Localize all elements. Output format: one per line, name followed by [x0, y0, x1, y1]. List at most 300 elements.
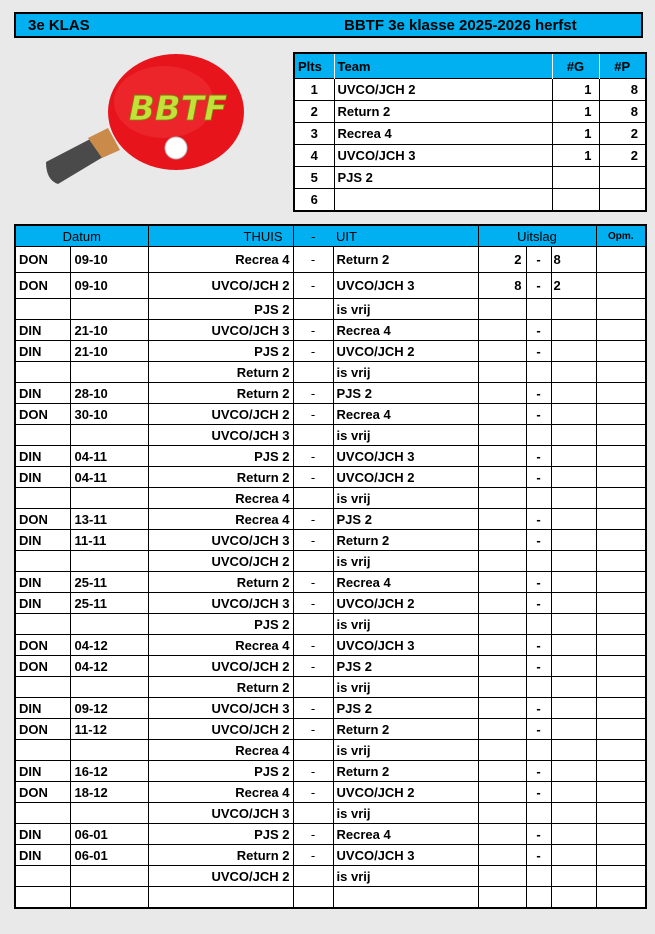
- separator-cell: [293, 488, 333, 509]
- score-dash-cell: [526, 866, 551, 887]
- away-team-cell: PJS 2: [333, 509, 478, 530]
- date-cell: [70, 887, 148, 909]
- remarks-cell: [596, 530, 646, 551]
- points-cell: 8: [599, 79, 646, 101]
- score-away-cell: [551, 656, 596, 677]
- score-home-cell: [478, 320, 526, 341]
- score-away-cell: [551, 572, 596, 593]
- score-home-cell: [478, 551, 526, 572]
- score-away-cell: [551, 761, 596, 782]
- remarks-cell: [596, 761, 646, 782]
- remarks-cell: [596, 362, 646, 383]
- games-cell: 1: [552, 79, 599, 101]
- rank-cell: 1: [294, 79, 334, 101]
- score-dash-cell: [526, 887, 551, 909]
- remarks-cell: [596, 614, 646, 635]
- day-cell: [15, 299, 70, 320]
- score-dash-cell: [526, 299, 551, 320]
- date-cell: [70, 488, 148, 509]
- match-row: [15, 299, 646, 320]
- away-team-cell: PJS 2: [333, 656, 478, 677]
- remarks-cell: [596, 273, 646, 299]
- home-team-cell: UVCO/JCH 3: [148, 530, 293, 551]
- score-home-cell: [478, 887, 526, 909]
- home-team-cell: Return 2: [148, 572, 293, 593]
- ball-icon: [165, 137, 187, 159]
- team-cell: PJS 2: [334, 167, 552, 189]
- logo-text: BBTF: [128, 89, 228, 129]
- match-row: [15, 824, 646, 845]
- remarks-cell: [596, 572, 646, 593]
- rank-cell: 3: [294, 123, 334, 145]
- schedule-header: [15, 225, 646, 247]
- score-away-cell: [551, 341, 596, 362]
- score-away-cell: [551, 509, 596, 530]
- day-cell: DON: [15, 782, 70, 803]
- match-row: [15, 656, 646, 677]
- separator-cell: [293, 614, 333, 635]
- separator-cell: -: [293, 383, 333, 404]
- separator-cell: -: [293, 635, 333, 656]
- day-cell: DON: [15, 273, 70, 299]
- day-cell: DIN: [15, 572, 70, 593]
- date-cell: [70, 551, 148, 572]
- day-cell: DIN: [15, 761, 70, 782]
- team-cell: [334, 189, 552, 212]
- day-cell: DIN: [15, 530, 70, 551]
- date-cell: 13-11: [70, 509, 148, 530]
- separator-cell: -: [293, 656, 333, 677]
- match-row: [15, 887, 646, 909]
- away-team-cell: UVCO/JCH 3: [333, 635, 478, 656]
- standings-row: [294, 145, 646, 167]
- home-team-cell: Recrea 4: [148, 782, 293, 803]
- away-team-cell: is vrij: [333, 677, 478, 698]
- points-cell: 2: [599, 123, 646, 145]
- score-home-cell: [478, 572, 526, 593]
- away-team-cell: is vrij: [333, 299, 478, 320]
- separator-cell: -: [293, 572, 333, 593]
- score-dash-cell: -: [526, 404, 551, 425]
- score-home-cell: [478, 761, 526, 782]
- away-team-cell: Recrea 4: [333, 404, 478, 425]
- score-home-cell: [478, 782, 526, 803]
- score-home-cell: [478, 488, 526, 509]
- home-team-cell: UVCO/JCH 3: [148, 698, 293, 719]
- day-cell: DIN: [15, 845, 70, 866]
- date-cell: 09-10: [70, 247, 148, 273]
- separator-cell: [293, 866, 333, 887]
- away-team-cell: is vrij: [333, 740, 478, 761]
- points-cell: 8: [599, 101, 646, 123]
- day-cell: DON: [15, 656, 70, 677]
- score-dash-cell: -: [526, 320, 551, 341]
- remarks-cell: [596, 740, 646, 761]
- match-row: [15, 572, 646, 593]
- score-away-cell: [551, 866, 596, 887]
- score-home-cell: [478, 677, 526, 698]
- rank-cell: 4: [294, 145, 334, 167]
- score-dash-cell: -: [526, 509, 551, 530]
- separator-cell: [293, 425, 333, 446]
- remarks-cell: [596, 551, 646, 572]
- points-cell: [599, 167, 646, 189]
- date-cell: 21-10: [70, 341, 148, 362]
- away-team-cell: [333, 887, 478, 909]
- day-cell: [15, 362, 70, 383]
- games-cell: [552, 189, 599, 212]
- score-home-cell: [478, 656, 526, 677]
- match-row: [15, 362, 646, 383]
- separator-cell: [293, 677, 333, 698]
- home-team-cell: Recrea 4: [148, 488, 293, 509]
- score-away-cell: [551, 404, 596, 425]
- score-away-cell: 8: [551, 247, 596, 273]
- day-cell: DON: [15, 404, 70, 425]
- date-cell: 09-12: [70, 698, 148, 719]
- date-cell: 28-10: [70, 383, 148, 404]
- away-team-cell: is vrij: [333, 488, 478, 509]
- score-home-cell: [478, 446, 526, 467]
- date-cell: [70, 299, 148, 320]
- score-dash-cell: [526, 803, 551, 824]
- match-row: [15, 383, 646, 404]
- home-team-cell: Return 2: [148, 677, 293, 698]
- score-dash-cell: -: [526, 845, 551, 866]
- home-team-cell: UVCO/JCH 2: [148, 551, 293, 572]
- score-home-cell: [478, 383, 526, 404]
- score-away-cell: [551, 383, 596, 404]
- date-cell: 04-11: [70, 467, 148, 488]
- match-row: [15, 803, 646, 824]
- away-team-cell: Return 2: [333, 719, 478, 740]
- date-cell: 16-12: [70, 761, 148, 782]
- score-away-cell: [551, 845, 596, 866]
- score-home-cell: [478, 425, 526, 446]
- day-cell: DON: [15, 635, 70, 656]
- score-dash-cell: -: [526, 782, 551, 803]
- date-cell: 25-11: [70, 593, 148, 614]
- paddle-handle-icon: [46, 128, 120, 184]
- home-team-cell: UVCO/JCH 3: [148, 593, 293, 614]
- home-team-cell: UVCO/JCH 2: [148, 404, 293, 425]
- score-dash-cell: -: [526, 572, 551, 593]
- match-row: [15, 551, 646, 572]
- score-dash-cell: -: [526, 467, 551, 488]
- separator-cell: [293, 740, 333, 761]
- home-team-cell: Recrea 4: [148, 509, 293, 530]
- separator-cell: -: [293, 509, 333, 530]
- separator-cell: -: [293, 698, 333, 719]
- score-away-cell: [551, 467, 596, 488]
- score-away-cell: [551, 551, 596, 572]
- away-team-cell: is vrij: [333, 614, 478, 635]
- score-home-cell: [478, 593, 526, 614]
- match-row: [15, 341, 646, 362]
- date-cell: 04-12: [70, 656, 148, 677]
- score-away-cell: [551, 488, 596, 509]
- separator-cell: -: [293, 719, 333, 740]
- score-dash-cell: -: [526, 247, 551, 273]
- day-cell: DIN: [15, 824, 70, 845]
- remarks-cell: [596, 635, 646, 656]
- score-home-cell: [478, 614, 526, 635]
- away-team-cell: UVCO/JCH 2: [333, 593, 478, 614]
- day-cell: DIN: [15, 320, 70, 341]
- score-away-cell: [551, 740, 596, 761]
- day-cell: [15, 614, 70, 635]
- remarks-cell: [596, 719, 646, 740]
- standings-row: [294, 167, 646, 189]
- score-home-cell: [478, 530, 526, 551]
- score-away-cell: [551, 698, 596, 719]
- remarks-cell: [596, 824, 646, 845]
- bbtf-logo: [36, 52, 246, 192]
- day-cell: DIN: [15, 446, 70, 467]
- score-dash-cell: [526, 551, 551, 572]
- team-cell: Return 2: [334, 101, 552, 123]
- separator-cell: -: [293, 467, 333, 488]
- match-row: [15, 467, 646, 488]
- match-row: [15, 866, 646, 887]
- team-cell: UVCO/JCH 2: [334, 79, 552, 101]
- score-home-cell: [478, 824, 526, 845]
- remarks-cell: [596, 866, 646, 887]
- score-away-cell: [551, 824, 596, 845]
- remarks-cell: [596, 383, 646, 404]
- match-row: [15, 488, 646, 509]
- standings-header: [294, 53, 646, 79]
- score-dash-cell: -: [526, 530, 551, 551]
- away-team-cell: is vrij: [333, 803, 478, 824]
- level-label: 3e KLAS: [28, 17, 90, 34]
- date-cell: [70, 614, 148, 635]
- separator-cell: [293, 803, 333, 824]
- separator-cell: -: [293, 446, 333, 467]
- away-team-cell: is vrij: [333, 551, 478, 572]
- score-away-cell: [551, 593, 596, 614]
- score-away-cell: [551, 887, 596, 909]
- date-cell: 25-11: [70, 572, 148, 593]
- score-away-cell: [551, 635, 596, 656]
- away-team-cell: UVCO/JCH 3: [333, 845, 478, 866]
- day-cell: [15, 425, 70, 446]
- standings-row: [294, 79, 646, 101]
- day-cell: DON: [15, 719, 70, 740]
- games-cell: [552, 167, 599, 189]
- day-cell: [15, 677, 70, 698]
- standings-row: [294, 123, 646, 145]
- separator-cell: -: [293, 273, 333, 299]
- score-home-cell: [478, 740, 526, 761]
- col-remarks: Opm.: [596, 225, 646, 247]
- home-team-cell: UVCO/JCH 2: [148, 656, 293, 677]
- score-dash-cell: [526, 614, 551, 635]
- home-team-cell: UVCO/JCH 3: [148, 425, 293, 446]
- col-dash: -: [293, 225, 333, 247]
- day-cell: DON: [15, 509, 70, 530]
- score-home-cell: [478, 404, 526, 425]
- separator-cell: [293, 887, 333, 909]
- date-cell: [70, 362, 148, 383]
- remarks-cell: [596, 320, 646, 341]
- home-team-cell: PJS 2: [148, 299, 293, 320]
- team-cell: UVCO/JCH 3: [334, 145, 552, 167]
- match-row: [15, 845, 646, 866]
- remarks-cell: [596, 845, 646, 866]
- home-team-cell: UVCO/JCH 3: [148, 320, 293, 341]
- remarks-cell: [596, 341, 646, 362]
- score-home-cell: [478, 719, 526, 740]
- col-home: THUIS: [148, 225, 293, 247]
- separator-cell: -: [293, 404, 333, 425]
- away-team-cell: UVCO/JCH 3: [333, 273, 478, 299]
- match-row: [15, 677, 646, 698]
- away-team-cell: Recrea 4: [333, 320, 478, 341]
- match-row: [15, 740, 646, 761]
- away-team-cell: Return 2: [333, 247, 478, 273]
- away-team-cell: Return 2: [333, 761, 478, 782]
- competition-title: BBTF 3e klasse 2025-2026 herfst: [344, 17, 577, 34]
- score-home-cell: [478, 509, 526, 530]
- remarks-cell: [596, 887, 646, 909]
- score-dash-cell: -: [526, 383, 551, 404]
- score-home-cell: [478, 803, 526, 824]
- home-team-cell: Recrea 4: [148, 635, 293, 656]
- score-dash-cell: -: [526, 341, 551, 362]
- away-team-cell: Return 2: [333, 530, 478, 551]
- home-team-cell: PJS 2: [148, 446, 293, 467]
- remarks-cell: [596, 247, 646, 273]
- score-away-cell: [551, 803, 596, 824]
- score-dash-cell: [526, 677, 551, 698]
- games-cell: 1: [552, 123, 599, 145]
- score-dash-cell: [526, 488, 551, 509]
- separator-cell: -: [293, 320, 333, 341]
- score-dash-cell: -: [526, 273, 551, 299]
- rank-cell: 6: [294, 189, 334, 212]
- score-home-cell: [478, 341, 526, 362]
- away-team-cell: UVCO/JCH 3: [333, 446, 478, 467]
- rank-cell: 2: [294, 101, 334, 123]
- match-row: [15, 698, 646, 719]
- standings-row: [294, 101, 646, 123]
- score-home-cell: [478, 635, 526, 656]
- remarks-cell: [596, 467, 646, 488]
- match-row: [15, 530, 646, 551]
- remarks-cell: [596, 698, 646, 719]
- away-team-cell: is vrij: [333, 362, 478, 383]
- match-row: [15, 404, 646, 425]
- date-cell: 21-10: [70, 320, 148, 341]
- date-cell: [70, 803, 148, 824]
- match-row: [15, 635, 646, 656]
- col-result: Uitslag: [478, 225, 596, 247]
- day-cell: DIN: [15, 383, 70, 404]
- score-dash-cell: -: [526, 719, 551, 740]
- remarks-cell: [596, 299, 646, 320]
- away-team-cell: is vrij: [333, 425, 478, 446]
- date-cell: [70, 425, 148, 446]
- score-home-cell: 2: [478, 247, 526, 273]
- separator-cell: -: [293, 782, 333, 803]
- home-team-cell: [148, 887, 293, 909]
- separator-cell: -: [293, 845, 333, 866]
- remarks-cell: [596, 509, 646, 530]
- separator-cell: [293, 551, 333, 572]
- score-away-cell: [551, 719, 596, 740]
- match-row: [15, 761, 646, 782]
- remarks-cell: [596, 488, 646, 509]
- away-team-cell: PJS 2: [333, 698, 478, 719]
- match-row: [15, 446, 646, 467]
- remarks-cell: [596, 404, 646, 425]
- score-away-cell: [551, 677, 596, 698]
- score-away-cell: [551, 425, 596, 446]
- home-team-cell: Recrea 4: [148, 247, 293, 273]
- score-dash-cell: [526, 425, 551, 446]
- separator-cell: -: [293, 761, 333, 782]
- points-cell: 2: [599, 145, 646, 167]
- match-row: [15, 509, 646, 530]
- col-date: Datum: [15, 225, 148, 247]
- col-rank: Plts: [294, 53, 334, 79]
- col-games: #G: [552, 53, 599, 79]
- games-cell: 1: [552, 101, 599, 123]
- score-away-cell: [551, 320, 596, 341]
- date-cell: [70, 740, 148, 761]
- day-cell: DIN: [15, 593, 70, 614]
- date-cell: 06-01: [70, 824, 148, 845]
- match-row: [15, 320, 646, 341]
- score-away-cell: [551, 530, 596, 551]
- score-home-cell: [478, 467, 526, 488]
- remarks-cell: [596, 803, 646, 824]
- score-away-cell: [551, 362, 596, 383]
- remarks-cell: [596, 593, 646, 614]
- separator-cell: -: [293, 593, 333, 614]
- points-cell: [599, 189, 646, 212]
- games-cell: 1: [552, 145, 599, 167]
- standings-row: [294, 189, 646, 212]
- score-dash-cell: -: [526, 761, 551, 782]
- separator-cell: -: [293, 530, 333, 551]
- separator-cell: -: [293, 341, 333, 362]
- date-cell: 11-12: [70, 719, 148, 740]
- remarks-cell: [596, 782, 646, 803]
- score-away-cell: [551, 299, 596, 320]
- score-dash-cell: -: [526, 698, 551, 719]
- score-home-cell: [478, 866, 526, 887]
- day-cell: [15, 803, 70, 824]
- home-team-cell: PJS 2: [148, 341, 293, 362]
- score-dash-cell: -: [526, 656, 551, 677]
- team-cell: Recrea 4: [334, 123, 552, 145]
- date-cell: 30-10: [70, 404, 148, 425]
- separator-cell: [293, 362, 333, 383]
- date-cell: 11-11: [70, 530, 148, 551]
- remarks-cell: [596, 677, 646, 698]
- date-cell: 06-01: [70, 845, 148, 866]
- match-row: [15, 247, 646, 273]
- home-team-cell: Recrea 4: [148, 740, 293, 761]
- away-team-cell: UVCO/JCH 2: [333, 341, 478, 362]
- home-team-cell: Return 2: [148, 383, 293, 404]
- standings-table: [293, 52, 647, 212]
- score-away-cell: 2: [551, 273, 596, 299]
- match-row: [15, 614, 646, 635]
- away-team-cell: Recrea 4: [333, 572, 478, 593]
